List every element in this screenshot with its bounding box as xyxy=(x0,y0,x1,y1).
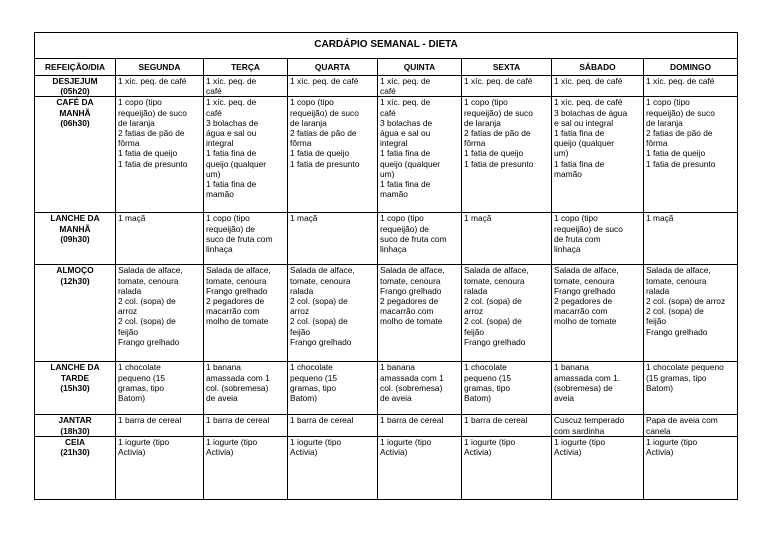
menu-cell-line: um) xyxy=(554,148,569,159)
menu-cell-line: Activia) xyxy=(464,447,492,458)
menu-cell-line: tomate, cenoura xyxy=(380,275,441,286)
menu-cell-line: Activia) xyxy=(118,447,146,458)
menu-cell-line: café xyxy=(380,107,396,118)
menu-cell-line: 1 xíc. peq. de xyxy=(380,76,431,86)
menu-cell-line: 1 copo (tipo xyxy=(554,213,598,224)
menu-cell-line: 2 col. (sopa) de xyxy=(290,296,348,307)
menu-cell-line: ralada xyxy=(464,285,488,296)
meal-name-line: (05h20) xyxy=(60,86,90,97)
meal-name-line: MANHÃ xyxy=(59,107,91,118)
menu-cell-line: requeijão) de xyxy=(380,223,429,234)
menu-cell xyxy=(378,265,462,362)
menu-cell-line: queijo (qualquer xyxy=(380,158,441,169)
menu-cell-line: requeijão) de xyxy=(206,223,255,234)
menu-cell-line: 2 pegadores de xyxy=(380,296,439,307)
menu-cell-line: requeijão) de suco xyxy=(646,107,715,118)
menu-cell-line: arroz xyxy=(464,306,484,317)
menu-cell xyxy=(378,97,462,213)
menu-cell-line: Cuscuz temperado xyxy=(554,415,625,426)
menu-row xyxy=(35,362,738,415)
menu-cell-line: 1 barra de cereal xyxy=(464,415,528,426)
menu-cell-line: de laranja xyxy=(118,117,155,128)
menu-cell-line: fôrma xyxy=(646,138,668,149)
menu-cell-line: e sal ou integral xyxy=(554,117,614,128)
meal-name-cell xyxy=(35,213,116,265)
meal-name-cell xyxy=(35,76,116,97)
menu-cell xyxy=(116,415,204,436)
menu-cell-line: 1 xíc. peq. de café xyxy=(554,97,623,108)
menu-cell-line: 2 col. (sopa) de xyxy=(464,296,522,307)
menu-cell-line: 1 barra de cereal xyxy=(206,415,270,426)
menu-cell xyxy=(462,436,552,499)
menu-cell-line: feijão xyxy=(646,316,667,327)
menu-cell xyxy=(462,97,552,213)
menu-cell xyxy=(644,362,738,415)
menu-cell xyxy=(378,362,462,415)
menu-cell-line: feijão xyxy=(290,326,311,337)
menu-cell-line: Papa de aveia com xyxy=(646,415,718,426)
menu-cell-line: um) xyxy=(380,168,395,179)
menu-row xyxy=(35,97,738,213)
menu-cell-line: 1 banana xyxy=(380,362,415,373)
menu-cell-line: 1 xíc. peq. de café xyxy=(464,76,533,86)
menu-cell-line: fôrma xyxy=(464,138,486,149)
menu-cell-line: 2 col. (sopa) de xyxy=(118,296,176,307)
menu-cell-line: 1 xíc. peq. de café xyxy=(290,76,359,86)
meal-name-cell xyxy=(35,436,116,499)
menu-cell-line: tomate, cenoura xyxy=(118,275,179,286)
menu-cell-line: gramas, tipo xyxy=(118,382,165,393)
menu-cell-line: 1 maçã xyxy=(646,213,674,224)
menu-cell-line: Batom) xyxy=(464,393,491,404)
menu-cell-line: Salada de alface, xyxy=(290,265,355,276)
menu-cell-line: 1 xíc. peq. de café xyxy=(118,76,187,86)
menu-cell xyxy=(644,436,738,499)
column-header-day: QUARTA xyxy=(288,59,378,76)
menu-row xyxy=(35,213,738,265)
menu-cell-line: 1 copo (tipo xyxy=(646,97,690,108)
menu-cell-line: Salada de alface, xyxy=(646,265,711,276)
menu-cell-line: 2 fatias de pão de xyxy=(646,128,713,139)
menu-cell xyxy=(378,415,462,436)
menu-cell-line: col. (sobremesa) xyxy=(206,382,269,393)
menu-cell-line: canela xyxy=(646,425,671,436)
menu-cell-line: gramas, tipo xyxy=(290,382,337,393)
menu-cell-line: linhaça xyxy=(380,244,407,255)
menu-cell-line: pequeno (15 xyxy=(464,372,512,383)
menu-cell-line: 2 col. (sopa) de arroz xyxy=(646,296,726,307)
meal-name-line: CAFÉ DA xyxy=(56,97,94,108)
menu-cell xyxy=(288,265,378,362)
menu-cell-line: Frango grelhado xyxy=(554,285,616,296)
weekly-menu-table xyxy=(34,32,738,500)
menu-cell-line: Salada de alface, xyxy=(554,265,619,276)
menu-cell-line: de aveia xyxy=(206,393,238,404)
menu-cell-line: 1 copo (tipo xyxy=(380,213,424,224)
menu-cell xyxy=(116,97,204,213)
menu-cell-line: tomate, cenoura xyxy=(646,275,707,286)
menu-body xyxy=(35,76,738,500)
menu-cell-line: 2 fatias de pão de xyxy=(464,128,531,139)
menu-cell-line: col. (sobremesa) xyxy=(380,382,443,393)
menu-cell-line: 1 xíc. peq. de xyxy=(206,97,257,108)
menu-cell-line: 1 fatia de presunto xyxy=(290,158,360,169)
menu-cell-line: pequeno (15 xyxy=(118,372,166,383)
menu-cell-line: amassada com 1. xyxy=(554,372,621,383)
column-header-day: TERÇA xyxy=(204,59,288,76)
menu-cell xyxy=(552,362,644,415)
menu-cell-line: queijo (qualquer xyxy=(554,138,615,149)
menu-cell-line: 3 bolachas de xyxy=(206,117,259,128)
menu-cell-line: fôrma xyxy=(290,138,312,149)
menu-cell-line: 3 bolachas de água xyxy=(554,107,628,118)
menu-cell-line: café xyxy=(206,86,222,97)
menu-cell xyxy=(378,436,462,499)
menu-cell-line: requeijão) de suco xyxy=(290,107,359,118)
column-header-day: DOMINGO xyxy=(644,59,738,76)
menu-cell-line: 1 iogurte (tipo xyxy=(206,436,258,447)
menu-cell-line: tomate, cenoura xyxy=(464,275,525,286)
menu-row xyxy=(35,436,738,499)
meal-name-cell xyxy=(35,362,116,415)
menu-cell-line: 2 col. (sopa) de xyxy=(464,316,522,327)
menu-cell-line: água e sal ou xyxy=(206,128,257,139)
menu-cell-line: de fruta com xyxy=(554,233,601,244)
menu-cell-line: 2 fatias de pão de xyxy=(118,128,185,139)
menu-cell-line: suco de fruta com xyxy=(380,233,447,244)
menu-cell-line: Frango grelhado xyxy=(380,285,442,296)
menu-cell xyxy=(288,362,378,415)
menu-cell xyxy=(288,436,378,499)
menu-cell-line: 1 maçã xyxy=(464,213,492,224)
menu-cell-line: de laranja xyxy=(464,117,501,128)
menu-cell-line: 1 barra de cereal xyxy=(290,415,354,426)
menu-cell-line: um) xyxy=(206,168,221,179)
menu-cell-line: mamão xyxy=(380,189,408,200)
menu-cell-line: molho de tomate xyxy=(554,316,617,327)
column-header-day: QUINTA xyxy=(378,59,462,76)
menu-cell-line: 1 chocolate xyxy=(118,362,161,373)
menu-cell-line: Salada de alface, xyxy=(380,265,445,276)
menu-cell xyxy=(288,97,378,213)
menu-cell-line: Activia) xyxy=(290,447,318,458)
menu-cell-line: ralada xyxy=(118,285,142,296)
column-header-meal-day: REFEIÇÃO/DIA xyxy=(35,59,116,76)
menu-cell-line: Frango grelhado xyxy=(464,336,526,347)
menu-cell-line: 1 iogurte (tipo xyxy=(290,436,342,447)
menu-cell-line: 1 barra de cereal xyxy=(118,415,182,426)
meal-name-line: (21h30) xyxy=(60,447,90,458)
menu-cell-line: feijão xyxy=(118,326,139,337)
menu-cell-line: molho de tomate xyxy=(206,316,269,327)
menu-cell-line: aveia xyxy=(554,393,575,404)
menu-cell-line: de laranja xyxy=(646,117,683,128)
menu-cell-line: feijão xyxy=(464,326,485,337)
menu-cell-line: 2 col. (sopa) de xyxy=(290,316,348,327)
menu-cell-line: gramas, tipo xyxy=(464,382,511,393)
header-row xyxy=(35,59,738,76)
meal-name-line: LANCHE DA xyxy=(50,362,100,373)
menu-cell-line: de laranja xyxy=(290,117,327,128)
meal-name-line: TARDE xyxy=(60,372,90,383)
menu-cell-line: 1 fatia fina de xyxy=(554,128,605,139)
menu-cell xyxy=(462,213,552,265)
menu-cell-line: 1 chocolate xyxy=(290,362,333,373)
menu-cell-line: mamão xyxy=(206,189,234,200)
menu-cell-line: 1 fatia fina de xyxy=(380,179,431,190)
menu-cell-line: (15 gramas, tipo xyxy=(646,372,707,383)
title-row xyxy=(35,33,738,59)
menu-cell xyxy=(116,436,204,499)
menu-cell-line: 1 chocolate xyxy=(464,362,507,373)
menu-cell-line: Activia) xyxy=(380,447,408,458)
meal-name-line: (09h30) xyxy=(60,233,90,244)
menu-cell xyxy=(644,415,738,436)
menu-cell xyxy=(204,97,288,213)
menu-cell-line: Activia) xyxy=(206,447,234,458)
menu-cell-line: (sobremesa) de xyxy=(554,382,613,393)
meal-name-line: (12h30) xyxy=(60,275,90,286)
menu-cell-line: 1 fatia fina de xyxy=(206,179,257,190)
menu-cell xyxy=(116,76,204,97)
menu-cell-line: amassada com 1 xyxy=(206,372,270,383)
column-header-day: SEGUNDA xyxy=(116,59,204,76)
meal-name-line: MANHÃ xyxy=(59,223,91,234)
menu-cell-line: pequeno (15 xyxy=(290,372,338,383)
menu-cell-line: 1 iogurte (tipo xyxy=(464,436,516,447)
menu-cell-line: 1 copo (tipo xyxy=(290,97,334,108)
menu-cell-line: integral xyxy=(380,138,408,149)
menu-row xyxy=(35,76,738,97)
menu-cell-line: 2 col. (sopa) de xyxy=(646,306,704,317)
menu-cell-line: 2 pegadores de xyxy=(206,296,265,307)
menu-cell-line: tomate, cenoura xyxy=(206,275,267,286)
meal-name-line: LANCHE DA xyxy=(50,213,100,224)
menu-cell-line: amassada com 1 xyxy=(380,372,444,383)
menu-cell-line: molho de tomate xyxy=(380,316,443,327)
menu-cell xyxy=(552,213,644,265)
menu-cell-line: fôrma xyxy=(118,138,140,149)
menu-cell-line: mamão xyxy=(554,168,582,179)
menu-cell-line: Activia) xyxy=(554,447,582,458)
menu-cell-line: 1 xíc. peq. de xyxy=(380,97,431,108)
menu-cell-line: café xyxy=(380,86,396,97)
menu-cell-line: queijo (qualquer xyxy=(206,158,267,169)
menu-cell xyxy=(462,362,552,415)
menu-cell-line: Batom) xyxy=(118,393,145,404)
menu-cell-line: 1 xíc. peq. de café xyxy=(554,76,623,86)
menu-cell-line: 1 iogurte (tipo xyxy=(554,436,606,447)
menu-cell-line: requeijão) de suco xyxy=(554,223,623,234)
meal-name-line: DESJEJUM xyxy=(52,76,98,86)
menu-cell-line: 1 iogurte (tipo xyxy=(646,436,698,447)
menu-cell-line: 2 fatias de pão de xyxy=(290,128,357,139)
menu-cell-line: 1 copo (tipo xyxy=(464,97,508,108)
menu-cell-line: integral xyxy=(206,138,234,149)
menu-cell-line: requeijão) de suco xyxy=(464,107,533,118)
menu-cell xyxy=(204,436,288,499)
menu-cell xyxy=(288,213,378,265)
menu-cell-line: ralada xyxy=(290,285,314,296)
menu-cell xyxy=(378,76,462,97)
menu-cell-line: linhaça xyxy=(554,244,581,255)
meal-name-cell xyxy=(35,97,116,213)
menu-row xyxy=(35,415,738,436)
column-header-day: SEXTA xyxy=(462,59,552,76)
menu-cell-line: café xyxy=(206,107,222,118)
menu-cell xyxy=(462,265,552,362)
menu-cell-line: 1 fatia fina de xyxy=(206,148,257,159)
table-title: CARDÁPIO SEMANAL - DIETA xyxy=(35,33,738,59)
menu-cell-line: com sardinha xyxy=(554,425,605,436)
menu-cell xyxy=(552,97,644,213)
menu-cell-line: ralada xyxy=(646,285,670,296)
menu-cell-line: 1 fatia de presunto xyxy=(464,158,534,169)
menu-cell-line: 1 copo (tipo xyxy=(206,213,250,224)
menu-cell-line: Activia) xyxy=(646,447,674,458)
menu-cell-line: macarrão com xyxy=(380,306,434,317)
menu-cell-line: 1 xíc. peq. de café xyxy=(646,76,715,86)
menu-cell-line: Salada de alface, xyxy=(118,265,183,276)
menu-cell-line: Batom) xyxy=(646,382,673,393)
menu-cell xyxy=(462,76,552,97)
menu-cell xyxy=(204,362,288,415)
menu-cell-line: 1 fatia de presunto xyxy=(646,158,716,169)
menu-cell-line: linhaça xyxy=(206,244,233,255)
menu-cell xyxy=(116,265,204,362)
menu-cell-line: suco de fruta com xyxy=(206,233,273,244)
meal-name-line: CEIA xyxy=(64,436,85,447)
menu-cell xyxy=(204,415,288,436)
meal-name-cell xyxy=(35,265,116,362)
menu-cell-line: macarrão com xyxy=(554,306,608,317)
menu-cell xyxy=(644,265,738,362)
menu-cell-line: 1 chocolate pequeno xyxy=(646,362,724,373)
menu-cell-line: 1 fatia fina de xyxy=(380,148,431,159)
menu-cell xyxy=(288,415,378,436)
menu-cell xyxy=(204,265,288,362)
meal-name-cell xyxy=(35,415,116,436)
menu-cell-line: 2 pegadores de xyxy=(554,296,613,307)
menu-cell-line: arroz xyxy=(290,306,310,317)
menu-cell-line: Salada de alface, xyxy=(206,265,271,276)
menu-cell-line: de aveia xyxy=(380,393,412,404)
menu-cell-line: 1 fatia de presunto xyxy=(118,158,188,169)
meal-name-line: (15h30) xyxy=(60,382,90,393)
menu-cell xyxy=(378,213,462,265)
menu-cell-line: 1 maçã xyxy=(290,213,318,224)
menu-cell-line: tomate, cenoura xyxy=(554,275,615,286)
menu-cell-line: arroz xyxy=(118,306,138,317)
column-header-day: SÁBADO xyxy=(552,59,644,76)
menu-cell xyxy=(644,213,738,265)
menu-cell xyxy=(552,265,644,362)
menu-cell-line: 1 maçã xyxy=(118,213,146,224)
meal-name-line: ALMOÇO xyxy=(56,265,94,276)
menu-cell-line: Frango grelhado xyxy=(118,336,180,347)
menu-cell xyxy=(116,362,204,415)
menu-cell xyxy=(644,97,738,213)
menu-cell-line: 1 fatia de queijo xyxy=(646,148,706,159)
meal-name-line: (06h30) xyxy=(60,117,90,128)
menu-cell xyxy=(116,213,204,265)
menu-cell xyxy=(288,76,378,97)
menu-cell-line: Frango grelhado xyxy=(206,285,268,296)
menu-cell xyxy=(462,415,552,436)
menu-cell-line: Batom) xyxy=(290,393,317,404)
menu-cell-line: 1 fatia de queijo xyxy=(464,148,524,159)
menu-row xyxy=(35,265,738,362)
menu-cell-line: 1 copo (tipo xyxy=(118,97,162,108)
meal-name-line: JANTAR xyxy=(58,415,92,426)
menu-cell-line: 1 fatia fina de xyxy=(554,158,605,169)
menu-cell-line: 1 fatia de queijo xyxy=(118,148,178,159)
menu-cell-line: 1 banana xyxy=(554,362,589,373)
menu-cell-line: Frango grelhado xyxy=(290,336,352,347)
menu-cell-line: 1 xíc. peq. de xyxy=(206,76,257,86)
menu-cell-line: 1 iogurte (tipo xyxy=(380,436,432,447)
menu-cell xyxy=(552,415,644,436)
menu-cell xyxy=(204,213,288,265)
menu-cell-line: 2 col. (sopa) de xyxy=(118,316,176,327)
menu-cell-line: água e sal ou xyxy=(380,128,431,139)
menu-cell xyxy=(644,76,738,97)
menu-cell-line: macarrão com xyxy=(206,306,260,317)
menu-cell-line: 1 barra de cereal xyxy=(380,415,444,426)
menu-cell-line: tomate, cenoura xyxy=(290,275,351,286)
menu-cell xyxy=(552,76,644,97)
menu-cell-line: Frango grelhado xyxy=(646,326,708,337)
menu-cell-line: 1 banana xyxy=(206,362,241,373)
meal-name-line: (18h30) xyxy=(60,425,90,436)
menu-cell-line: 3 bolachas de xyxy=(380,117,433,128)
menu-cell xyxy=(552,436,644,499)
menu-cell xyxy=(204,76,288,97)
menu-cell-line: 1 fatia de queijo xyxy=(290,148,350,159)
menu-cell-line: Salada de alface, xyxy=(464,265,529,276)
menu-cell-line: requeijão) de suco xyxy=(118,107,187,118)
menu-cell-line: 1 iogurte (tipo xyxy=(118,436,170,447)
